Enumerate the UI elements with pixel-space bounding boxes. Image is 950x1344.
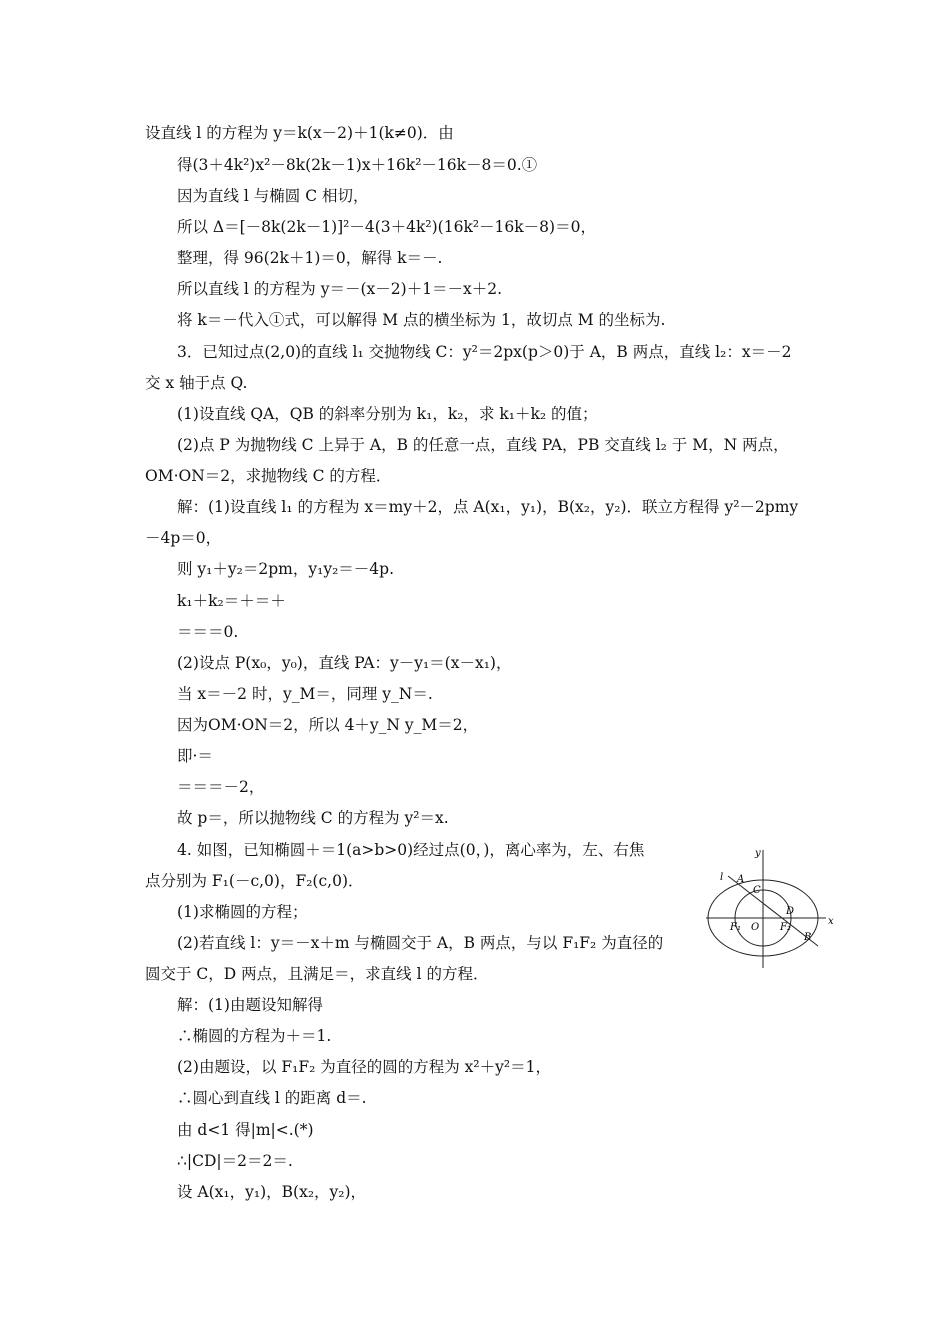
text-line: 所以 Δ＝[－8k(2k－1)]²－4(3＋4k²)(16k²－16k－8)＝0， [177, 218, 596, 236]
text-line: (2)由题设，以 F₁F₂ 为直径的圆的方程为 x²＋y²＝1， [177, 1058, 551, 1076]
question-4-stem: 4. 如图，已知椭圆＋＝1(a>b>0)经过点(0，)，离心率为，左、右焦 [177, 841, 645, 859]
text-line: 当 x＝－2 时，y_M＝，同理 y_N＝. [177, 685, 433, 703]
text-line: 解：(1)设直线 l₁ 的方程为 x＝my＋2，点 A(x₁，y₁)，B(x₂，y₂)．联立方程得 y²－2pmy [177, 498, 799, 516]
question-3-stem: 3．已知过点(2,0)的直线 l₁ 交抛物线 C：y²＝2px(p＞0)于 A，B 两点，直线 l₂：x＝－2 [177, 343, 792, 361]
text-line: ∴|CD|＝2＝2＝. [177, 1152, 293, 1170]
text-line: (1)求椭圆的方程； [177, 903, 308, 921]
text-line: 即·＝ [177, 747, 213, 765]
text-line: 点分别为 F₁(－c,0)，F₂(c,0)． [145, 872, 364, 890]
text-line: 将 k＝－代入①式，可以解得 M 点的横坐标为 1，故切点 M 的坐标为. [177, 311, 666, 329]
label-O: O [751, 922, 760, 933]
text-line: 得(3＋4k²)x²－8k(2k－1)x＋16k²－16k－8＝0.① [177, 156, 538, 174]
text-line: (2)点 P 为抛物线 C 上异于 A，B 的任意一点，直线 PA，PB 交直线 l₂ 于 M，N 两点， [177, 436, 789, 454]
text-line: 设 A(x₁，y₁)，B(x₂，y₂)， [177, 1183, 367, 1201]
text-line: 设直线 l 的方程为 y＝k(x－2)＋1(k≠0)．由 [145, 124, 454, 142]
label-F1: F₁ [730, 922, 741, 933]
label-y: y [755, 848, 761, 859]
text-line: OM·ON＝2，求抛物线 C 的方程． [145, 467, 392, 485]
text-line: 因为直线 l 与椭圆 C 相切， [177, 187, 369, 205]
text-line: －4p＝0， [145, 529, 222, 547]
label-B: B [804, 932, 812, 943]
text-line: 由 d<1 得|m|<.(*) [177, 1121, 314, 1139]
text-line: ＝＝＝－2， [177, 778, 265, 796]
text-line: 整理，得 96(2k＋1)＝0，解得 k＝－. [177, 249, 443, 267]
label-x: x [828, 916, 834, 927]
label-A: A [737, 874, 745, 885]
text-line: 交 x 轴于点 Q. [145, 374, 248, 392]
label-l: l [720, 872, 724, 883]
text-line: 所以直线 l 的方程为 y＝－(x－2)＋1＝－x＋2. [177, 280, 503, 298]
label-F2: F₂ [780, 922, 791, 933]
label-C: C [753, 885, 761, 896]
ellipse-circle-figure [700, 842, 840, 972]
label-D: D [786, 906, 795, 917]
text-line: ∴椭圆的方程为＋＝1. [177, 1027, 332, 1045]
text-line: ＝＝＝0. [177, 623, 239, 641]
text-line: 解：(1)由题设知解得 [177, 996, 323, 1014]
text-line: (1)设直线 QA，QB 的斜率分别为 k₁，k₂，求 k₁＋k₂ 的值； [177, 405, 598, 423]
text-line: 故 p＝，所以抛物线 C 的方程为 y²＝x. [177, 809, 449, 827]
text-line: 圆交于 C，D 两点，且满足＝，求直线 l 的方程． [145, 965, 489, 983]
text-line: k₁＋k₂＝＋＝＋ [177, 592, 286, 610]
text-line: 因为OM·ON＝2，所以 4＋y_N y_M＝2， [177, 716, 479, 734]
text-line: 则 y₁＋y₂＝2pm，y₁y₂＝－4p. [177, 560, 395, 578]
text-line: ∴圆心到直线 l 的距离 d＝. [177, 1089, 367, 1107]
text-line: (2)设点 P(x₀，y₀)，直线 PA：y－y₁＝(x－x₁)， [177, 654, 512, 672]
text-line: (2)若直线 l：y＝－x＋m 与椭圆交于 A，B 两点，与以 F₁F₂ 为直径的 [177, 934, 664, 952]
